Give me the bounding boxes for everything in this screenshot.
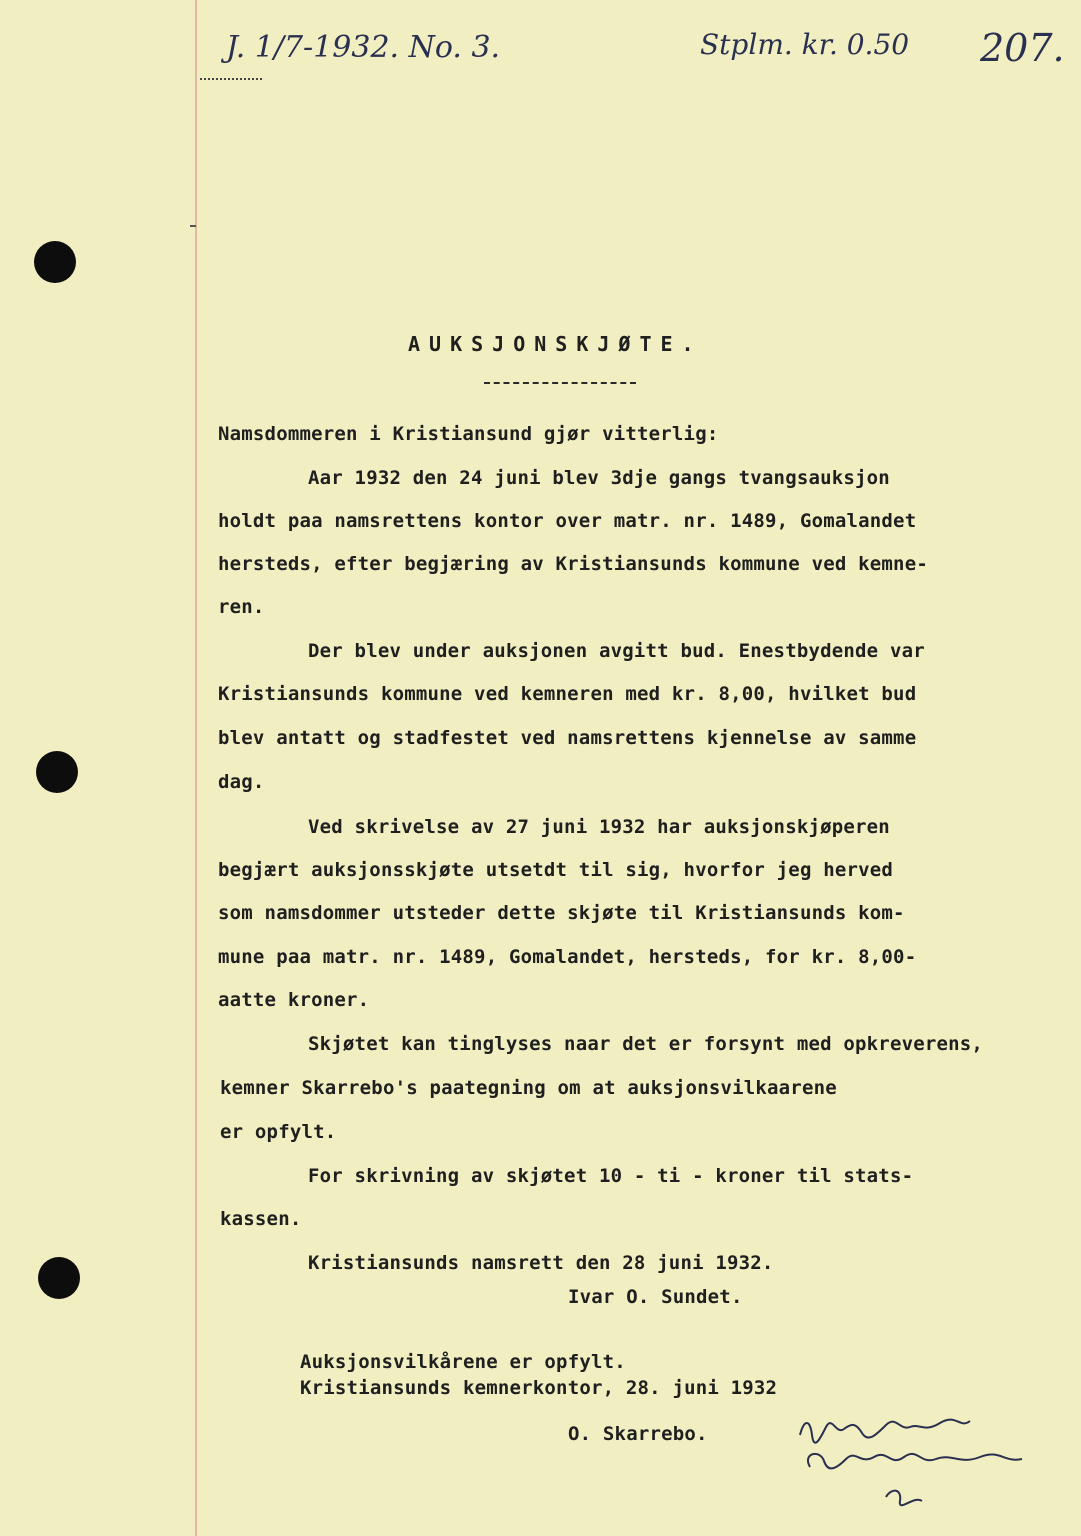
punch-hole-top (34, 241, 76, 283)
punch-hole-middle (36, 751, 78, 793)
court-date-line: Kristiansunds namsrett den 28 juni 1932. (308, 1252, 774, 1274)
line-17: er opfylt. (220, 1121, 337, 1143)
line-4: hersteds, efter begjæring av Kristiansunds kommune ved kemne- (218, 553, 928, 575)
line-1: Namsdommeren i Kristiansund gjør vitterlig: (218, 423, 719, 445)
margin-tick (190, 225, 196, 227)
document-title: AUKSJONSKJØTE. (408, 332, 703, 356)
page-number: 207. (980, 26, 1065, 70)
line-15: Skjøtet kan tinglyses naar det er forsynt med opkreverens, (308, 1033, 984, 1055)
line-7: Kristiansunds kommune ved kemneren med kr. 8,00, hvilket bud (218, 683, 917, 705)
line-3: holdt paa namsrettens kontor over matr. nr. 1489, Gomalandet (218, 510, 917, 532)
stamp-fee: Stplm. kr. 0.50 (700, 28, 910, 61)
line-5: ren. (218, 596, 265, 618)
punch-hole-bottom (38, 1257, 80, 1299)
line-13: mune paa matr. nr. 1489, Gomalandet, hersteds, for kr. 8,00- (218, 946, 917, 968)
line-19: kassen. (220, 1208, 302, 1230)
line-16: kemner Skarrebo's paategning om at auksjonsvilkaarene (220, 1077, 837, 1099)
line-10: Ved skrivelse av 27 juni 1932 har auksjonskjøperen (308, 816, 890, 838)
handwritten-reference: J. 1/7-1932. No. 3. (226, 30, 501, 65)
line-2: Aar 1932 den 24 juni blev 3dje gangs tvangsauksjon (308, 467, 890, 489)
title-underline (484, 382, 636, 384)
endorsement-line-2: Kristiansunds kemnerkontor, 28. juni 1932 (300, 1377, 778, 1399)
line-14: aatte kroner. (218, 989, 370, 1011)
line-11: begjært auksjonsskjøte utsetdt til sig, hvorfor jeg herved (218, 859, 894, 881)
stray-marks (200, 78, 262, 84)
line-8: blev antatt og stadfestet ved namsrettens kjennelse av samme (218, 727, 917, 749)
margin-line (195, 0, 197, 1536)
judge-signature: Ivar O. Sundet. (568, 1286, 743, 1308)
endorsement-signature: O. Skarrebo. (568, 1423, 708, 1445)
endorsement-line-1: Auksjonsvilkårene er opfylt. (300, 1351, 626, 1373)
line-18: For skrivning av skjøtet 10 - ti - kroner til stats- (308, 1165, 914, 1187)
line-6: Der blev under auksjonen avgitt bud. Enestbydende var (308, 640, 925, 662)
line-9: dag. (218, 771, 265, 793)
handwritten-signature-image (790, 1405, 1030, 1515)
line-12: som namsdommer utsteder dette skjøte til Kristiansunds kom- (218, 902, 905, 924)
